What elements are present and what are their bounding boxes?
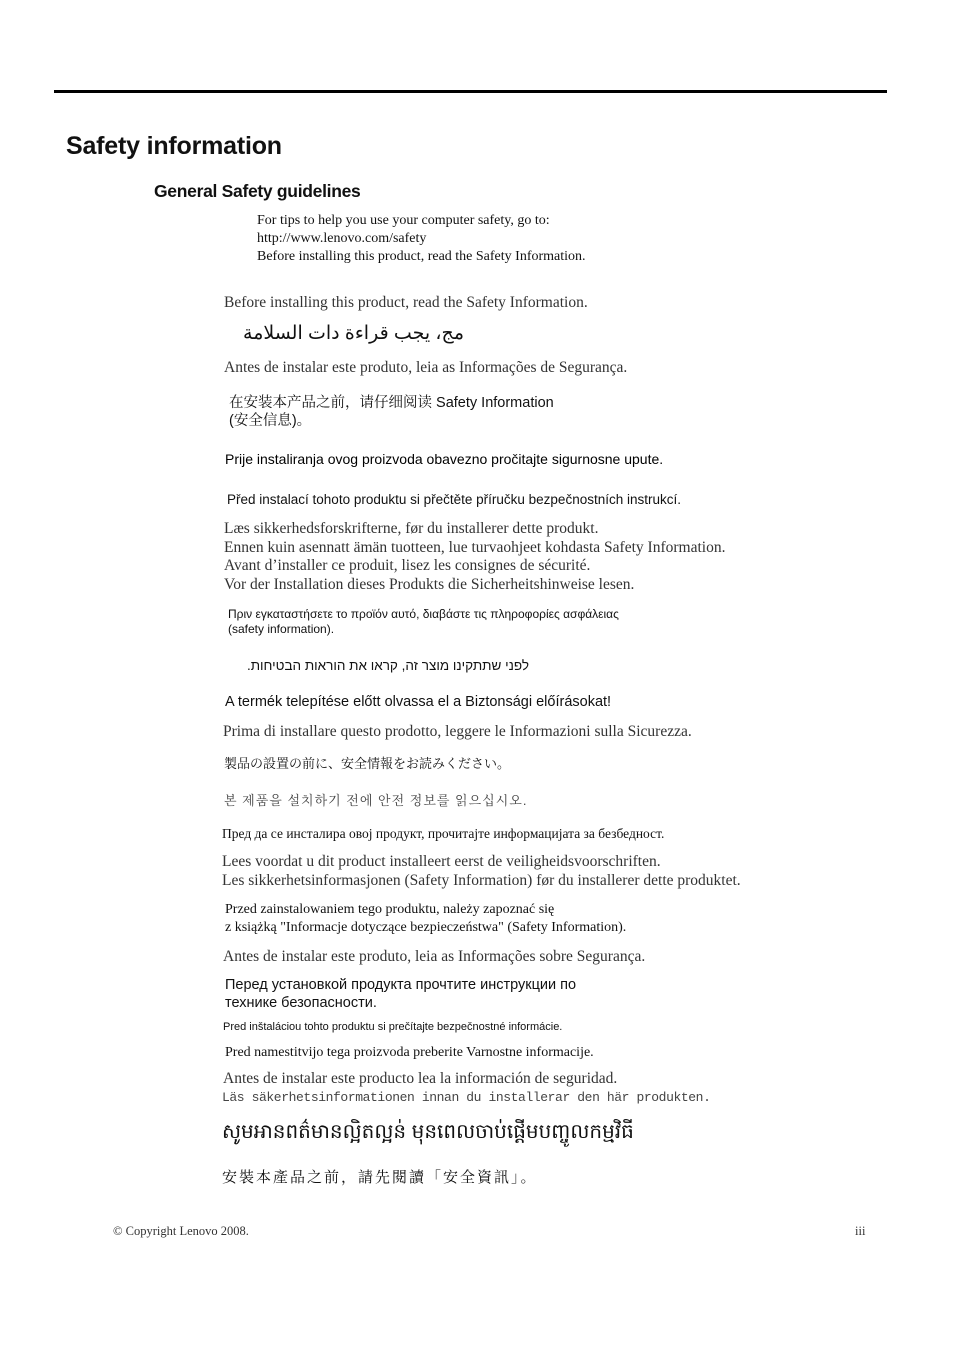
section-heading: General Safety guidelines bbox=[154, 181, 361, 201]
notice-swedish: Läs säkerhetsinformationen innan du installerar den här produkten. bbox=[222, 1090, 711, 1105]
page-title: Safety information bbox=[66, 132, 282, 160]
notice-chinese-simplified bbox=[229, 394, 554, 430]
notice-hungarian: A termék telepítése előtt olvassa el a Biztonsági előírásokat! bbox=[225, 694, 612, 710]
notice-dutch-norwegian bbox=[222, 853, 741, 890]
notice-nordic-fr-de bbox=[224, 520, 725, 594]
notice-line: (安全信息)。 bbox=[229, 413, 312, 429]
notice-korean: 본 제품을 설치하기 전에 안전 정보를 읽으십시오. bbox=[224, 793, 528, 808]
notice-slovenian: Pred namestitvijo tega proizvoda preberite Varnostne informacije. bbox=[225, 1045, 594, 1060]
top-rule bbox=[54, 90, 887, 93]
notice-line: z książką "Informacje dotyczące bezpieczeństwa" (Safety Information). bbox=[225, 920, 627, 935]
tips-line: For tips to help you use your computer safety, go to: bbox=[257, 213, 550, 228]
notice-arabic: مج، يجب قراءة دات السلامة bbox=[243, 323, 464, 344]
notice-spanish: Antes de instalar este producto lea la información de seguridad. bbox=[223, 1070, 618, 1087]
notice-hebrew: לפני שתתקינו מוצר זה, קראו את הוראות הבטיחות. bbox=[246, 658, 529, 673]
notice-japanese: 製品の設置の前に、安全情報をお読みください。 bbox=[224, 756, 511, 771]
notice-polish bbox=[225, 901, 626, 937]
notice-portuguese-br: Antes de instalar este produto, leia as Informações de Segurança. bbox=[224, 359, 628, 376]
safety-tips bbox=[257, 212, 586, 266]
notice-line: (safety information). bbox=[228, 622, 335, 636]
notice-line: 在安装本产品之前，请仔细阅读 Safety Information bbox=[229, 395, 554, 411]
notice-line: Les sikkerhetsinformasjonen (Safety Information) før du installerer dette produktet. bbox=[222, 871, 741, 889]
notice-greek bbox=[228, 607, 619, 637]
notice-khmer: សូមអានពត៌មានល្អិតល្អន់ មុនពេលចាប់ផ្តើមបញ្ចូលកម្មវិធី bbox=[222, 1121, 634, 1143]
tips-url: http://www.lenovo.com/safety bbox=[257, 231, 427, 246]
notice-line: технике безопасности. bbox=[225, 995, 377, 1011]
notice-russian bbox=[225, 976, 576, 1012]
notice-italian: Prima di installare questo prodotto, leggere le Informazioni sulla Sicurezza. bbox=[223, 723, 692, 740]
notice-chinese-traditional: 安裝本產品之前，請先閱讀「安全資訊」。 bbox=[222, 1170, 538, 1186]
notice-portuguese-pt: Antes de instalar este produto, leia as Informações sobre Segurança. bbox=[223, 948, 646, 965]
copyright-notice: © Copyright Lenovo 2008. bbox=[113, 1224, 249, 1238]
notice-macedonian: Пред да се инсталира овој продукт, прочитајте информацијата за безбедност. bbox=[222, 826, 665, 841]
tips-line: Before installing this product, read the Safety Information. bbox=[257, 249, 586, 264]
notice-slovak: Pred inštaláciou tohto produktu si prečítajte bezpečnostné informácie. bbox=[223, 1021, 563, 1033]
page-number: iii bbox=[855, 1224, 866, 1238]
notice-line: Ennen kuin asennatt ämän tuotteen, lue turvaohjeet kohdasta Safety Information. bbox=[224, 538, 726, 556]
notice-line: Læs sikkerhedsforskrifterne, før du installerer dette produkt. bbox=[224, 520, 599, 537]
notice-line: Avant d’installer ce produit, lisez les consignes de sécurité. bbox=[224, 557, 591, 574]
notice-line: Lees voordat u dit product installeert eerst de veiligheidsvoorschriften. bbox=[222, 853, 661, 870]
notice-czech: Před instalací tohoto produktu si přečtěte příručku bezpečnostních instrukcí. bbox=[227, 492, 681, 507]
notice-croatian: Prije instaliranja ovog proizvoda obavezno pročitajte sigurnosne upute. bbox=[225, 451, 664, 467]
notice-line: Перед установкой продукта прочтите инструкции по bbox=[225, 977, 577, 993]
notice-line: Przed zainstalowaniem tego produktu, należy zapoznać się bbox=[225, 902, 555, 917]
notice-line: Vor der Installation dieses Produkts die Sicherheitshinweise lesen. bbox=[224, 575, 635, 593]
notice-english: Before installing this product, read the Safety Information. bbox=[224, 294, 588, 311]
notice-line: Πριν εγκαταστήσετε το προϊόν αυτό, διαβάστε τις πληροφορίες ασφάλειας bbox=[228, 607, 619, 621]
